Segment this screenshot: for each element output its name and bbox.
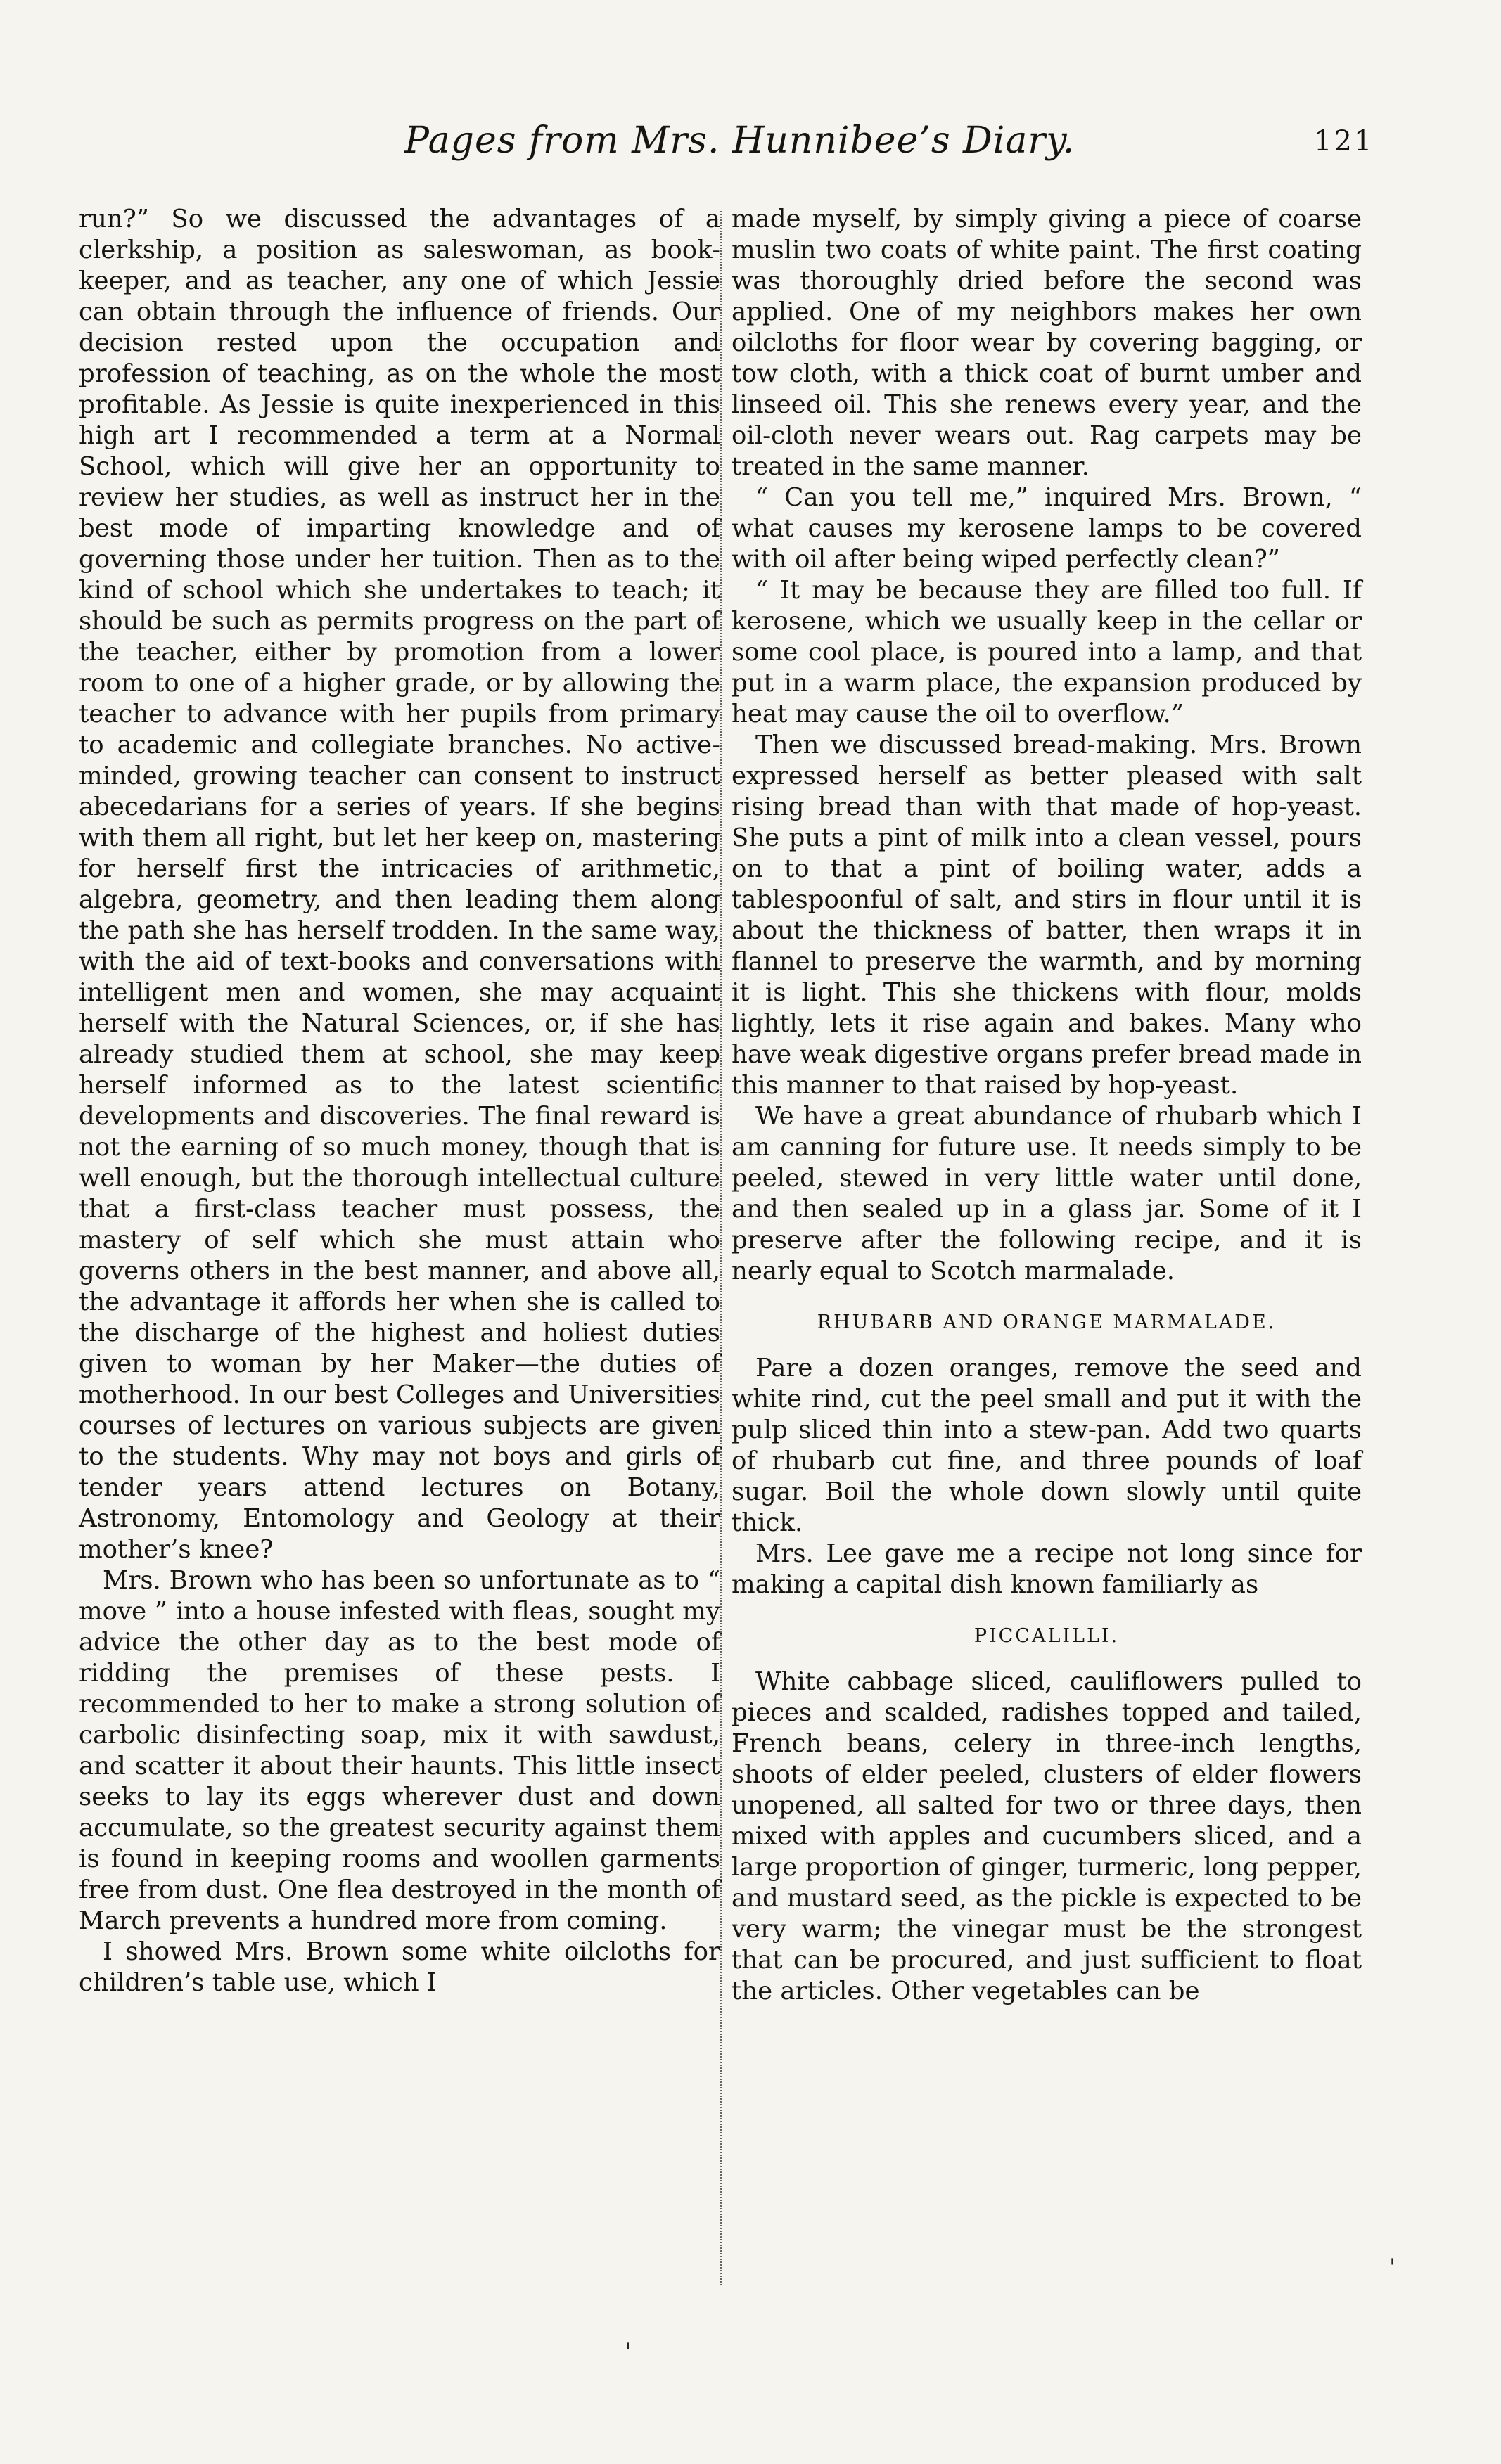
right-column — [732, 204, 1362, 2007]
paragraph: Then we discussed bread-making. Mrs. Brown expressed herself as better pleased with salt rising bread than with that made of hop-yeast. She puts a pint of milk into a clean vessel, pours on to that a pint of boiling water, adds a tablespoonful of salt, and stirs in flour until it is about the thickness of batter, then wraps it in flannel to preserve the warmth, and by morning it is light. This she thickens with flour, molds lightly, lets it rise again and bakes. Many who have weak digestive organs prefer bread made in this manner to that raised by hop-yeast. — [732, 731, 1362, 1100]
paragraph: made myself, by simply giving a piece of coarse muslin two coats of white paint. The first coating was thoroughly dried before the second was applied. One of my neighbors makes her own oilcloths for floor wear by covering bagging, or tow cloth, with a thick coat of burnt umber and linseed oil. This she renews every year, and the oil-cloth never wears out. Rag carpets may be treated in the same manner. — [732, 205, 1362, 481]
page-header — [0, 120, 1501, 183]
print-mark: ' — [1389, 2254, 1396, 2282]
paragraph: “ It may be because they are filled too full. If kerosene, which we usually keep in the cellar or some cool place, is poured into a lamp, and that put in a warm place, the expansion produced by heat may cause the oil to overflow.” — [732, 576, 1362, 729]
paragraph: run?” So we discussed the advantages of a clerkship, a position as saleswoman, as book-keeper, and as teacher, any one of which Jessie can obtain through the influence of friends. Our decision rested upon the occupation and profession of teaching, as on the whole the most profitable. As Jessie is quite inexperienced in this high art I recommended a term at a Normal School, which will give her an opportunity to review her studies, as well as instruct her in the best mode of imparting knowledge and of governing those under her tuition. Then as to the kind of school which she undertakes to teach; it should be such as permits progress on the part of the teacher, either by promotion from a lower room to one of a higher grade, or by allowing the teacher to advance with her pupils from primary to academic and collegiate branches. No active-minded, growing teacher can consent to instruct abecedarians for a series of years. If she begins with them all right, but let her keep on, mastering for herself first the intricacies of arithmetic, algebra, geometry, and then leading them along the path she has herself trodden. In the same way, with the aid of text-books and conversations with intelligent men and women, she may acquaint herself with the Natural Sciences, or, if she has already studied them at school, she may keep herself informed as to the latest scientific developments and discoveries. The final reward is not the earning of so much money, though that is well enough, but the thorough intellectual culture that a first-class teacher must possess, the mastery of self which she must attain who governs others in the best manner, and above all, the advantage it affords her when she is called to the discharge of the highest and holiest duties given to woman by her Maker—the duties of motherhood. In our best Colleges and Universities courses of lectures on various subjects are given to the students. Why may not boys and girls of tender years attend lectures on Botany, Astronomy, Entomology and Geology at their mother’s knee? — [79, 205, 720, 1564]
section-heading-marmalade: RHUBARB AND ORANGE MARMALADE. — [817, 1311, 1277, 1333]
paragraph: White cabbage sliced, cauliflowers pulled to pieces and scalded, radishes topped and tailed, French beans, celery in three-inch lengths, shoots of elder peeled, clusters of elder flowers unopened, all salted for two or three days, then mixed with apples and cucumbers sliced, and a large proportion of ginger, turmeric, long pepper, and mustard seed, as the pickle is expected to be very warm; the vinegar must be the strongest that can be procured, and just sufficient to float the articles. Other vegetables can be — [732, 1667, 1362, 2006]
paragraph: Mrs. Brown who has been so unfortunate as to “ move ” into a house infested with fleas, sought my advice the other day as to the best mode of ridding the premises of these pests. I recommended to her to make a strong solution of carbolic disinfecting soap, mix it with sawdust, and scatter it about their haunts. This little insect seeks to lay its eggs wherever dust and down accumulate, so the greatest security against them is found in keeping rooms and woollen garments free from dust. One flea destroyed in the month of March prevents a hundred more from coming. — [79, 1566, 720, 1935]
paragraph: “ Can you tell me,” inquired Mrs. Brown, “ what causes my kerosene lamps to be covered with oil after being wiped perfectly clean?” — [732, 483, 1362, 574]
paragraph: I showed Mrs. Brown some white oilcloths for children’s table use, which I — [79, 1937, 720, 1997]
paragraph: We have a great abundance of rhubarb which I am canning for future use. It needs simply to be peeled, stewed in very little water until done, and then sealed up in a glass jar. Some of it I preserve after the following recipe, and it is nearly equal to Scotch marmalade. — [732, 1102, 1362, 1285]
section-heading-piccalilli: PICCALILLI. — [973, 1625, 1120, 1647]
running-title: Pages from Mrs. Hunnibee’s Diary. — [404, 120, 1075, 162]
paragraph: Pare a dozen oranges, remove the seed and white rind, cut the peel small and put it with the pulp sliced thin into a stew-pan. Add two quarts of rhubarb cut fine, and three pounds of loaf sugar. Boil the whole down slowly until quite thick. — [732, 1354, 1362, 1537]
print-mark: ' — [625, 2338, 632, 2366]
left-column — [79, 204, 720, 1998]
column-divider — [720, 211, 722, 2285]
paragraph: Mrs. Lee gave me a recipe not long since for making a capital dish known familiarly as — [732, 1539, 1362, 1599]
page-number: 121 — [1314, 125, 1374, 158]
